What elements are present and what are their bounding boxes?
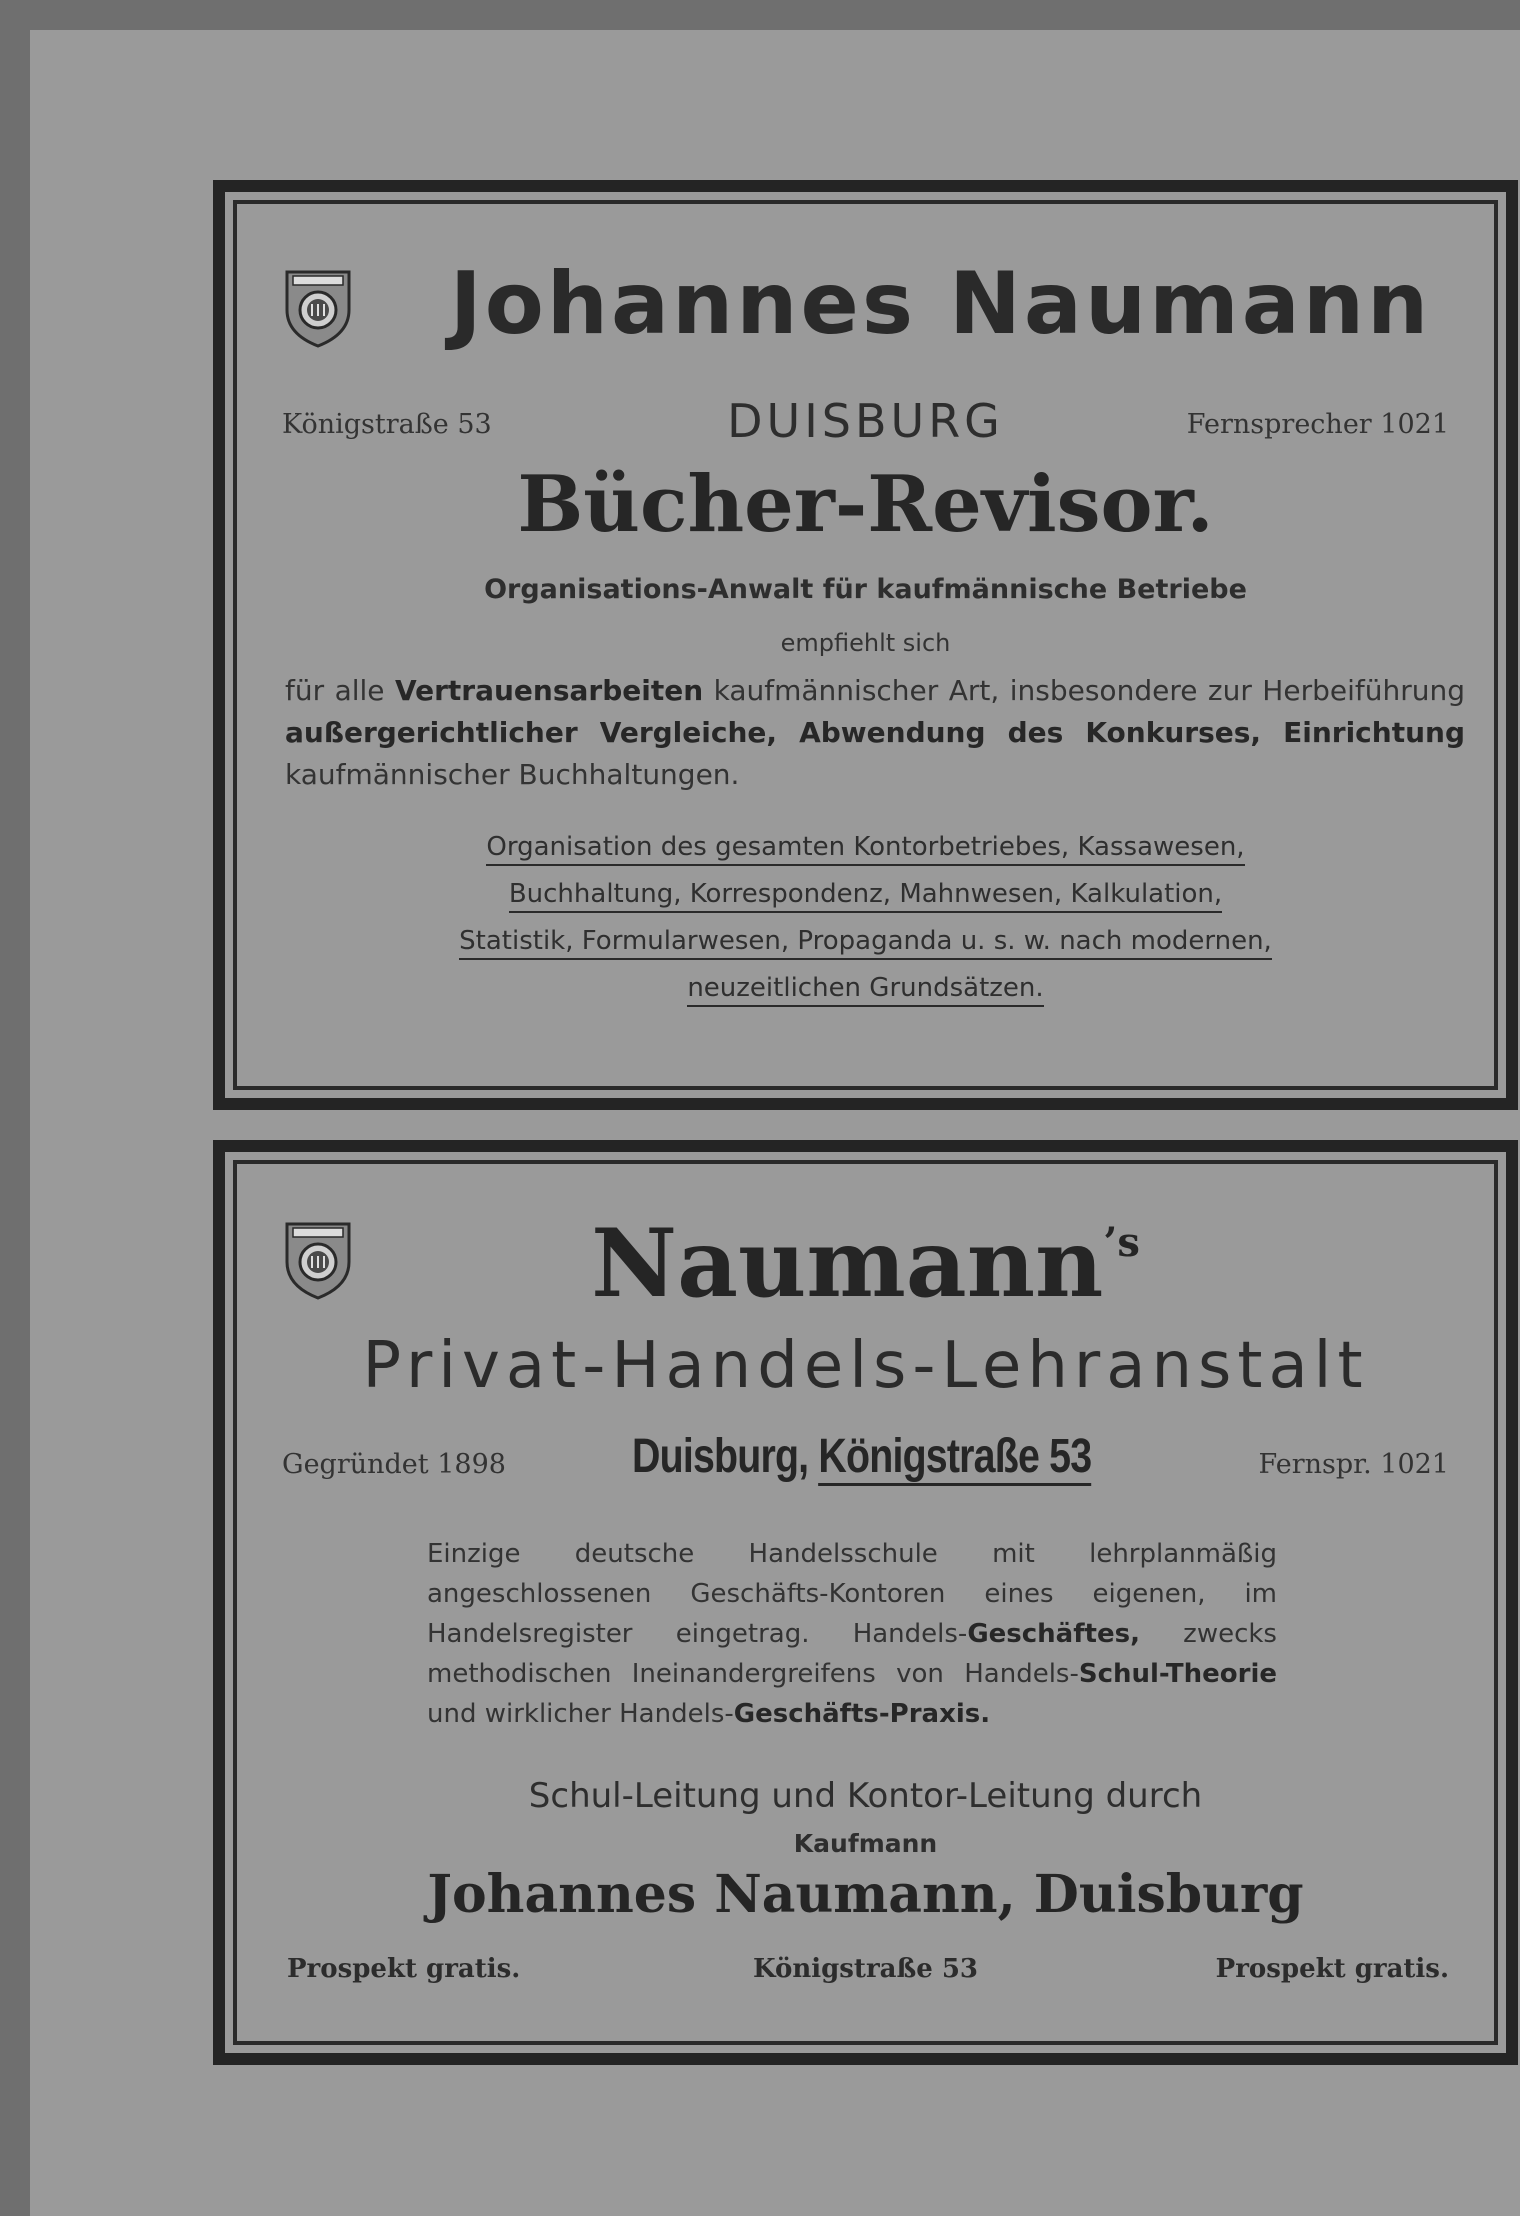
body-text: kaufmännischer Buchhaltungen. <box>285 758 740 791</box>
body-bold-text: außergerichtlicher Vergleiche, Abwendung des Konkurses, Einrichtung <box>285 716 1465 749</box>
phone-number: Fernsprecher 1021 <box>1186 409 1449 440</box>
prospekt-left: Prospekt gratis. <box>287 1954 521 1984</box>
founded-year: Gegründet 1898 <box>282 1449 506 1480</box>
street-address: Königstraße 53 <box>818 1430 1091 1486</box>
city-name: DUISBURG <box>727 394 1004 448</box>
phone-number: Fernspr. 1021 <box>1258 1449 1449 1480</box>
services-list <box>237 824 1494 1012</box>
ad-inner-frame <box>233 200 1498 1090</box>
service-line: Statistik, Formularwesen, Propaganda u. s. w. nach modernen, <box>237 918 1494 965</box>
prospekt-right: Prospekt gratis. <box>1215 1954 1449 1984</box>
emblem-icon <box>281 262 355 348</box>
profession-heading: Bücher-Revisor. <box>517 459 1214 550</box>
school-name-title: Naumann$^{’s}$ <box>591 1209 1140 1319</box>
school-description: Einzige deutsche Handelsschule mit lehrplanmäßig angeschlossenen Geschäfts-Kontoren eines eigenen, im Handelsregister eingetrag. Handels-Geschäftes, zwecks methodischen Ineinandergreifens von Handels-Schul-Theorie und wirklicher Handels-Geschäfts-Praxis. <box>427 1539 1277 1729</box>
leadership-line: Schul-Leitung und Kontor-Leitung durch <box>528 1776 1203 1816</box>
service-line: neuzeitlichen Grundsätzen. <box>237 965 1494 1012</box>
title-suffix: ’s <box>1103 1219 1140 1266</box>
services-paragraph <box>285 670 1465 796</box>
service-line: Buchhaltung, Korrespondenz, Mahnwesen, Kalkulation, <box>237 871 1494 918</box>
ad-inner-frame <box>233 1160 1498 2045</box>
service-line: Organisation des gesamten Kontorbetriebes, Kassawesen, <box>237 824 1494 871</box>
advertisement-bucher-revisor <box>213 180 1518 1110</box>
body-text: für alle <box>285 674 395 707</box>
advertisement-handelsschule <box>213 1140 1518 2065</box>
body-bold-text: Vertrauensarbeiten <box>394 674 704 707</box>
school-subtitle: Privat-Handels-Lehranstalt <box>362 1329 1369 1403</box>
company-name-title: Johannes Naumann <box>449 254 1432 354</box>
body-text: kaufmännischer Art, insbesondere zur Herbeiführung <box>703 674 1465 707</box>
school-address: Duisburg, Königstraße 53 <box>632 1429 1091 1484</box>
page <box>30 30 1520 2216</box>
recommends-text: empfiehlt sich <box>780 629 951 657</box>
kaufmann-label: Kaufmann <box>793 1829 938 1858</box>
street-address: Königstraße 53 <box>282 409 492 440</box>
signature-name: Johannes Naumann, Duisburg <box>427 1864 1304 1925</box>
profession-subtitle: Organisations-Anwalt für kaufmännische Betriebe <box>484 574 1247 605</box>
footer-address: Königstraße 53 <box>752 1954 979 1984</box>
